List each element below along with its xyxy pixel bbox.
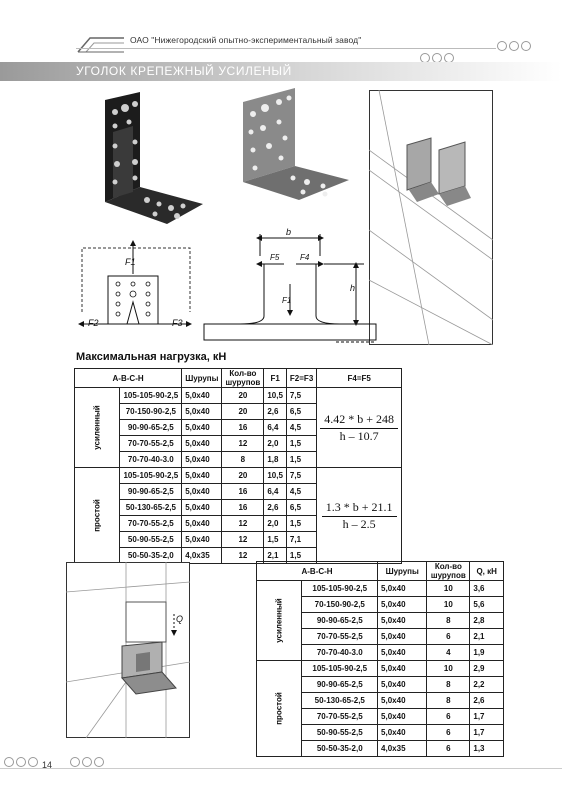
cell: 5,0x40 [378,613,427,629]
cell: 4,5 [286,420,316,436]
cell: 5,0x40 [182,516,222,532]
footer-circles-left [4,757,38,767]
cell: 5,0x40 [378,661,427,677]
cell: 50-50-35-2,0 [120,548,182,564]
col-f4f5: F4=F5 [317,369,402,388]
front-force-diagram [78,240,198,330]
bracket-galvanized-photo [233,88,353,203]
cell: 105-105-90-2,5 [120,468,182,484]
cell: 50-90-55-2,5 [120,532,182,548]
cell: 16 [222,484,264,500]
cell: 8 [427,613,470,629]
cell: 50-90-55-2,5 [302,725,378,741]
cell: 20 [222,404,264,420]
cell: 2,1 [470,629,504,645]
cell: 105-105-90-2,5 [120,388,182,404]
col-q: Q, кН [470,562,504,581]
cell: 70-70-55-2,5 [302,629,378,645]
cell: 6 [427,741,470,757]
cell: 50-130-65-2,5 [302,693,378,709]
cell: 6 [427,709,470,725]
cell: 2,1 [264,548,287,564]
formula-denominator: h – 2.5 [342,516,376,531]
cell: 105-105-90-2,5 [302,581,378,597]
table-row [257,661,504,677]
cell: 10 [427,661,470,677]
cell: 70-70-40-3.0 [302,645,378,661]
cell: 2,0 [264,436,287,452]
cell: 2,9 [470,661,504,677]
formula-numerator: 4.42 * b + 248 [320,412,398,429]
footer-circles-mid [70,757,104,767]
cell: 16 [222,500,264,516]
cell: 4 [427,645,470,661]
cell: 12 [222,548,264,564]
bracket-black-photo [95,92,205,227]
cell: 1,5 [264,532,287,548]
cell: 50-50-35-2,0 [302,741,378,757]
label-q: Q [176,614,184,624]
section-title-fade [302,62,562,81]
cell: 6,4 [264,420,287,436]
cell: 5,0x40 [182,404,222,420]
cell: 12 [222,532,264,548]
cell: 6 [427,725,470,741]
cell: 10 [427,597,470,613]
cell: 5,0x40 [182,452,222,468]
cell: 8 [222,452,264,468]
cell: 70-150-90-2,5 [120,404,182,420]
col-f1: F1 [264,369,287,388]
cell: 70-70-55-2,5 [120,436,182,452]
load-table-q [256,561,504,757]
cell: 5,0x40 [378,693,427,709]
cell: 70-70-55-2,5 [120,516,182,532]
cell: 70-70-40-3.0 [120,452,182,468]
label-f3: F3 [172,318,183,328]
group-reinforced: усиленный [75,388,120,468]
cell: 5,0x40 [182,388,222,404]
cell: 2,6 [264,404,287,420]
cell: 12 [222,436,264,452]
col-screws: Шурупы [378,562,427,581]
cell: 5,0x40 [182,436,222,452]
group-reinforced: усиленный [257,581,302,661]
cell: 90-90-65-2,5 [120,420,182,436]
cell: 20 [222,468,264,484]
label-f2: F2 [88,318,99,328]
cell: 105-105-90-2,5 [302,661,378,677]
cell: 90-90-65-2,5 [302,677,378,693]
cell: 7,5 [286,388,316,404]
cell: 70-70-55-2,5 [302,709,378,725]
footer-divider [0,768,562,769]
cell: 7,5 [286,468,316,484]
cell: 5,0x40 [378,645,427,661]
cell: 4,0x35 [378,741,427,757]
cell: 8 [427,693,470,709]
header-circles-decoration [497,41,531,51]
cell: 6,5 [286,404,316,420]
max-load-title: Максимальная нагрузка, кН [76,351,227,363]
col-screws: Шурупы [182,369,222,388]
cell: 5,0x40 [378,597,427,613]
cell: 5,0x40 [182,420,222,436]
cell: 3,6 [470,581,504,597]
q-load-photo [66,562,190,738]
col-f2f3: F2=F3 [286,369,316,388]
cell: 5,0x40 [182,468,222,484]
formula-denominator: h – 10.7 [339,428,379,443]
cell: 1,7 [470,725,504,741]
cell: 12 [222,516,264,532]
cell: 2,6 [264,500,287,516]
section-title: УГОЛОК КРЕПЕЖНЫЙ УСИЛЕНЫЙ [76,64,292,78]
col-abch: A-B-C-H [257,562,378,581]
table-row [257,581,504,597]
label-f5: F5 [270,253,280,262]
table-row [75,388,402,404]
installation-photo [369,90,493,345]
cell: 5,0x40 [378,709,427,725]
label-f1-side: F1 [282,296,292,305]
cell: 10 [427,581,470,597]
cell: 2,8 [470,613,504,629]
cell: 6,4 [264,484,287,500]
formula-numerator: 1.3 * b + 21.1 [322,500,397,517]
table-row [75,468,402,484]
company-name: ОАО "Нижегородский опытно-экспериментальный завод" [130,35,362,45]
cell: 50-130-65-2,5 [120,500,182,516]
cell: 5,0x40 [378,629,427,645]
page-number: 14 [42,760,53,770]
cell: 1,3 [470,741,504,757]
cell: 5,0x40 [182,484,222,500]
cell: 7,1 [286,532,316,548]
cell: 1,5 [286,436,316,452]
cell: 1,7 [470,709,504,725]
cell: 6 [427,629,470,645]
cell: 5,0x40 [182,532,222,548]
label-f1: F1 [125,257,136,267]
cell: 1,5 [286,452,316,468]
cell: 1,8 [264,452,287,468]
cell: 5,0x40 [182,500,222,516]
col-screw-count: Кол-во шурупов [222,369,264,388]
label-f4: F4 [300,253,310,262]
cell: 90-90-65-2,5 [302,613,378,629]
cell: 6,5 [286,500,316,516]
header-divider [76,48,496,49]
group-simple: простой [75,468,120,564]
cell: 70-150-90-2,5 [302,597,378,613]
cell: 10,5 [264,388,287,404]
label-h: h [350,283,356,293]
cell: 1,9 [470,645,504,661]
cell: 4,5 [286,484,316,500]
formula-reinforced [317,388,402,468]
col-abch: A-B-C-H [75,369,182,388]
cell: 2,0 [264,516,287,532]
load-table-f [74,368,402,564]
cell: 2,6 [470,693,504,709]
company-logo [76,36,126,54]
cell: 1,5 [286,516,316,532]
cell: 5,0x40 [378,581,427,597]
cell: 10,5 [264,468,287,484]
cell: 5,0x40 [378,677,427,693]
cell: 1,5 [286,548,316,564]
cell: 2,2 [470,677,504,693]
cell: 5,0x40 [378,725,427,741]
cell: 20 [222,388,264,404]
cell: 16 [222,420,264,436]
cell: 8 [427,677,470,693]
cell: 90-90-65-2,5 [120,484,182,500]
cell: 4,0x35 [182,548,222,564]
formula-simple [317,468,402,564]
col-screw-count: Кол-во шурупов [427,562,470,581]
group-simple: простой [257,661,302,757]
cell: 5,6 [470,597,504,613]
label-b: b [286,227,292,237]
